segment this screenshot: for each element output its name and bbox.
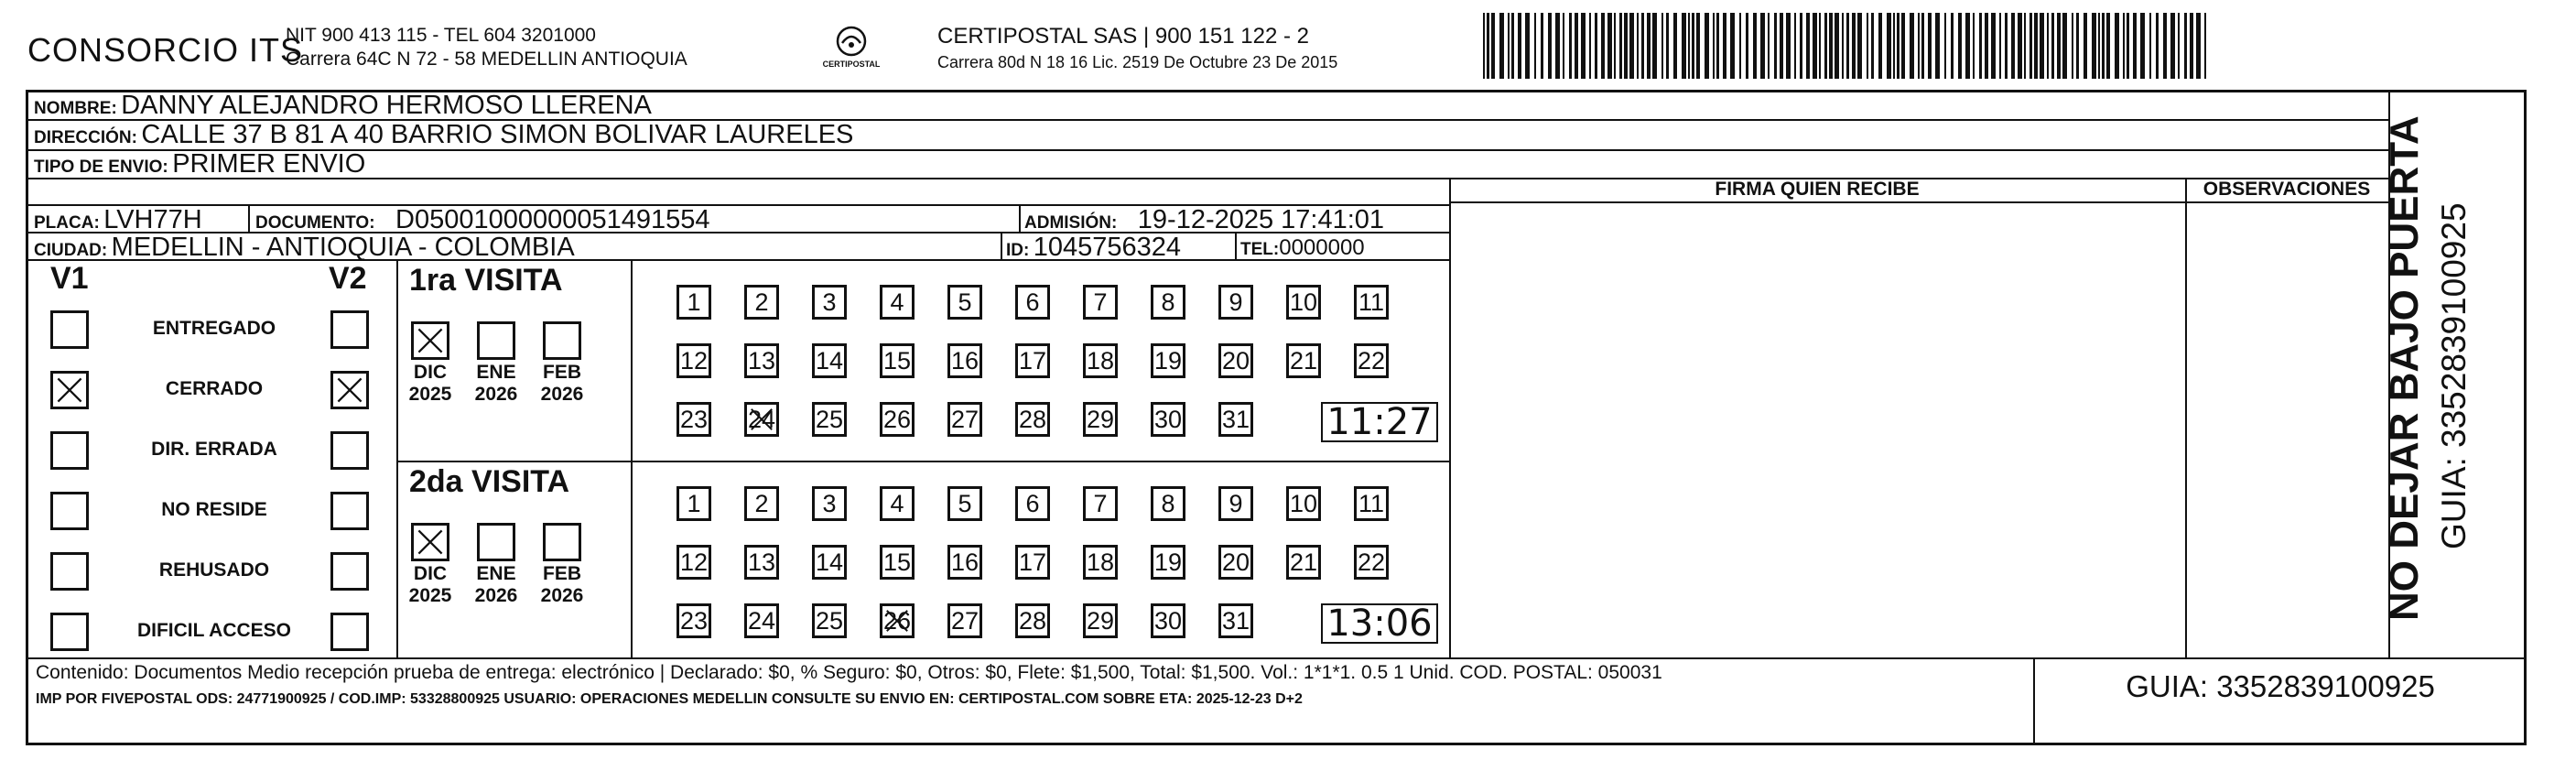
no-dejar-notice: NO DEJAR BAJO PUERTA bbox=[2382, 115, 2427, 621]
day-box[interactable] bbox=[812, 402, 847, 437]
day-box[interactable] bbox=[744, 402, 779, 437]
company-nit: NIT 900 413 115 - TEL 604 3201000 bbox=[286, 25, 596, 46]
day-number: 4 bbox=[890, 288, 904, 316]
day-box[interactable] bbox=[1015, 402, 1050, 437]
day-box[interactable] bbox=[1286, 285, 1321, 320]
id-row bbox=[1006, 233, 1181, 263]
day-box[interactable] bbox=[1218, 285, 1253, 320]
day-number: 19 bbox=[1153, 548, 1183, 576]
day-number: 12 bbox=[679, 548, 709, 576]
tel-row bbox=[1240, 235, 1365, 261]
month-checkbox[interactable] bbox=[477, 523, 515, 561]
day-number: 8 bbox=[1161, 288, 1175, 316]
day-box[interactable] bbox=[676, 343, 711, 378]
day-box[interactable] bbox=[1151, 343, 1185, 378]
side-guia: GUIA: 3352839100925 bbox=[2435, 202, 2473, 549]
month-label bbox=[405, 563, 456, 607]
day-box[interactable] bbox=[947, 545, 982, 580]
v1-checkbox[interactable] bbox=[50, 310, 89, 349]
recipient-name: DANNY ALEJANDRO HERMOSO LLERENA bbox=[121, 91, 652, 120]
day-number: 7 bbox=[1093, 490, 1108, 517]
shipment-type-label: TIPO DE ENVIO: bbox=[34, 157, 168, 177]
barcode bbox=[1483, 13, 2208, 79]
day-number: 14 bbox=[815, 347, 844, 375]
day-number: 6 bbox=[1025, 288, 1040, 316]
day-number: 22 bbox=[1357, 347, 1386, 375]
day-number: 10 bbox=[1289, 490, 1318, 517]
day-box[interactable] bbox=[1354, 545, 1389, 580]
month-year: 2026 bbox=[474, 585, 518, 606]
day-number: 9 bbox=[1228, 490, 1243, 517]
day-box[interactable] bbox=[947, 603, 982, 638]
day-box[interactable] bbox=[1218, 402, 1253, 437]
day-number: 11 bbox=[1358, 288, 1385, 316]
plate-row bbox=[34, 205, 202, 235]
certipostal-logo bbox=[806, 26, 897, 69]
day-box[interactable] bbox=[676, 285, 711, 320]
day-number: 31 bbox=[1221, 406, 1250, 433]
v1-checkbox[interactable] bbox=[50, 492, 89, 530]
day-box[interactable] bbox=[812, 486, 847, 521]
day-number: 26 bbox=[882, 406, 912, 433]
document-row bbox=[255, 205, 710, 235]
day-number: 16 bbox=[950, 548, 980, 576]
day-box[interactable] bbox=[1354, 486, 1389, 521]
day-box[interactable] bbox=[812, 545, 847, 580]
footer-guia: GUIA: 3352839100925 bbox=[2126, 669, 2435, 703]
month-name: ENE bbox=[476, 362, 516, 383]
day-box[interactable] bbox=[1083, 343, 1118, 378]
day-number: 20 bbox=[1221, 548, 1250, 576]
courier-address: Carrera 80d N 18 16 Lic. 2519 De Octubre 23 De 2015 bbox=[937, 53, 1338, 71]
day-box[interactable] bbox=[880, 545, 915, 580]
day-number: 29 bbox=[1086, 607, 1115, 635]
status-label: ENTREGADO bbox=[152, 318, 276, 339]
visit-time: 11:27 bbox=[1326, 401, 1433, 443]
day-box[interactable] bbox=[880, 603, 915, 638]
admission-label: ADMISIÓN: bbox=[1024, 213, 1118, 233]
day-box[interactable] bbox=[1015, 285, 1050, 320]
day-box[interactable] bbox=[880, 285, 915, 320]
day-box[interactable] bbox=[1354, 285, 1389, 320]
day-box[interactable] bbox=[1286, 343, 1321, 378]
address-row bbox=[34, 120, 853, 150]
city: MEDELLIN - ANTIOQUIA - COLOMBIA bbox=[111, 233, 575, 262]
v2-header: V2 bbox=[329, 261, 367, 296]
month-year: 2026 bbox=[474, 384, 518, 405]
day-box[interactable] bbox=[1354, 343, 1389, 378]
day-number: 9 bbox=[1228, 288, 1243, 316]
day-number: 24 bbox=[747, 406, 776, 433]
recipient-address: CALLE 37 B 81 A 40 BARRIO SIMON BOLIVAR LAURELES bbox=[141, 120, 854, 149]
day-number: 23 bbox=[679, 607, 709, 635]
month-name: DIC bbox=[413, 362, 448, 383]
month-checkbox[interactable] bbox=[543, 321, 581, 360]
day-box[interactable] bbox=[1151, 545, 1185, 580]
day-number: 2 bbox=[754, 288, 769, 316]
id-number: 1045756324 bbox=[1033, 233, 1182, 262]
day-number: 3 bbox=[822, 288, 837, 316]
day-box[interactable] bbox=[1083, 285, 1118, 320]
day-number: 7 bbox=[1093, 288, 1108, 316]
day-box[interactable] bbox=[812, 343, 847, 378]
day-box[interactable] bbox=[1083, 402, 1118, 437]
name-row bbox=[34, 91, 652, 121]
day-box[interactable] bbox=[1015, 343, 1050, 378]
month-checkbox[interactable] bbox=[411, 523, 449, 561]
day-number: 10 bbox=[1289, 288, 1318, 316]
month-year: 2026 bbox=[540, 585, 584, 606]
day-number: 18 bbox=[1086, 548, 1115, 576]
day-number: 19 bbox=[1153, 347, 1183, 375]
plate-label: PLACA: bbox=[34, 213, 100, 233]
day-number: 23 bbox=[679, 406, 709, 433]
courier-name: CERTIPOSTAL SAS | 900 151 122 - 2 bbox=[937, 24, 1309, 49]
address-label: DIRECCIÓN: bbox=[34, 128, 137, 147]
day-number: 30 bbox=[1153, 607, 1183, 635]
day-number: 17 bbox=[1018, 548, 1047, 576]
city-row bbox=[34, 233, 575, 263]
day-box[interactable] bbox=[947, 486, 982, 521]
day-box[interactable] bbox=[947, 285, 982, 320]
logo-text: CERTIPOSTAL bbox=[822, 60, 881, 69]
status-label: DIR. ERRADA bbox=[151, 439, 277, 460]
month-label bbox=[471, 563, 522, 607]
day-number: 31 bbox=[1221, 607, 1250, 635]
tel-label: TEL: bbox=[1240, 240, 1280, 259]
company-name: CONSORCIO ITS bbox=[27, 31, 304, 69]
month-year: 2026 bbox=[540, 384, 584, 405]
signature-area[interactable] bbox=[1451, 203, 2183, 656]
day-number: 28 bbox=[1018, 406, 1047, 433]
admission-row bbox=[1024, 205, 1384, 235]
day-box[interactable] bbox=[1286, 486, 1321, 521]
v2-checkbox[interactable] bbox=[330, 492, 369, 530]
shipment-type-row bbox=[34, 149, 365, 179]
day-box[interactable] bbox=[744, 486, 779, 521]
day-number: 15 bbox=[882, 347, 912, 375]
day-box[interactable] bbox=[1151, 402, 1185, 437]
month-year: 2025 bbox=[408, 384, 452, 405]
day-box[interactable] bbox=[744, 603, 779, 638]
day-box[interactable] bbox=[744, 285, 779, 320]
day-number: 8 bbox=[1161, 490, 1175, 517]
day-number: 22 bbox=[1357, 548, 1386, 576]
day-number: 11 bbox=[1358, 490, 1385, 517]
visit-title: 2da VISITA bbox=[409, 464, 570, 499]
day-box[interactable] bbox=[1218, 545, 1253, 580]
day-number: 15 bbox=[882, 548, 912, 576]
day-box[interactable] bbox=[1083, 545, 1118, 580]
visit-time-box[interactable] bbox=[1321, 603, 1438, 644]
v1-checkbox[interactable] bbox=[50, 552, 89, 591]
day-number: 16 bbox=[950, 347, 980, 375]
company-address: Carrera 64C N 72 - 58 MEDELLIN ANTIOQUIA bbox=[286, 49, 687, 70]
status-label: CERRADO bbox=[165, 378, 264, 399]
name-label: NOMBRE: bbox=[34, 99, 117, 118]
month-name: DIC bbox=[413, 563, 448, 584]
month-name: FEB bbox=[543, 362, 581, 383]
day-box[interactable] bbox=[812, 603, 847, 638]
month-name: FEB bbox=[543, 563, 581, 584]
day-box[interactable] bbox=[1083, 603, 1118, 638]
day-number: 12 bbox=[679, 347, 709, 375]
status-label: REHUSADO bbox=[158, 559, 270, 581]
day-number: 28 bbox=[1018, 607, 1047, 635]
day-box[interactable] bbox=[880, 343, 915, 378]
day-number: 1 bbox=[687, 490, 701, 517]
plate: LVH77H bbox=[103, 205, 202, 234]
day-box[interactable] bbox=[880, 486, 915, 521]
day-box[interactable] bbox=[880, 402, 915, 437]
visit-time-box[interactable] bbox=[1321, 402, 1438, 442]
visit-title: 1ra VISITA bbox=[409, 263, 563, 298]
day-box[interactable] bbox=[1015, 486, 1050, 521]
day-number: 30 bbox=[1153, 406, 1183, 433]
v2-checkbox[interactable] bbox=[330, 310, 369, 349]
day-box[interactable] bbox=[1151, 603, 1185, 638]
month-checkbox[interactable] bbox=[477, 321, 515, 360]
shipment-type: PRIMER ENVIO bbox=[172, 149, 366, 179]
v1-checkbox[interactable] bbox=[50, 371, 89, 409]
day-number: 27 bbox=[950, 406, 980, 433]
signature-header: FIRMA QUIEN RECIBE bbox=[1715, 179, 1920, 200]
v2-checkbox[interactable] bbox=[330, 371, 369, 409]
day-number: 17 bbox=[1018, 347, 1047, 375]
month-label bbox=[536, 563, 588, 607]
month-name: ENE bbox=[476, 563, 516, 584]
day-number: 14 bbox=[815, 548, 844, 576]
v1-checkbox[interactable] bbox=[50, 431, 89, 470]
day-number: 2 bbox=[754, 490, 769, 517]
day-box[interactable] bbox=[1151, 285, 1185, 320]
id-label: ID: bbox=[1006, 241, 1030, 260]
courier-info bbox=[937, 24, 1337, 72]
day-box[interactable] bbox=[1218, 343, 1253, 378]
imp-line: IMP POR FIVEPOSTAL ODS: 24771900925 / COD.IMP: 53328800925 USUARIO: OPERACIONES MEDELLIN CONSULTE SU ENVIO EN: CERTIPOSTAL.COM SOBRE ETA: 2025-12-23 D+2 bbox=[36, 691, 1303, 707]
day-box[interactable] bbox=[744, 545, 779, 580]
day-box[interactable] bbox=[1218, 486, 1253, 521]
v2-checkbox[interactable] bbox=[330, 552, 369, 591]
day-number: 6 bbox=[1025, 490, 1040, 517]
admission-date: 19-12-2025 17:41:01 bbox=[1137, 205, 1385, 234]
day-box[interactable] bbox=[947, 402, 982, 437]
day-number: 18 bbox=[1086, 347, 1115, 375]
observations-header: OBSERVACIONES bbox=[2203, 179, 2371, 200]
visit-time: 13:06 bbox=[1326, 603, 1433, 645]
document-label: DOCUMENTO: bbox=[255, 213, 375, 233]
month-checkbox[interactable] bbox=[543, 523, 581, 561]
document-number: D05001000000051491554 bbox=[395, 205, 710, 234]
tel-number: 0000000 bbox=[1279, 235, 1365, 260]
company-info bbox=[286, 24, 687, 71]
day-box[interactable] bbox=[1083, 486, 1118, 521]
day-number: 4 bbox=[890, 490, 904, 517]
day-box[interactable] bbox=[1151, 486, 1185, 521]
day-number: 1 bbox=[687, 288, 701, 316]
day-number: 24 bbox=[747, 607, 776, 635]
day-number: 20 bbox=[1221, 347, 1250, 375]
day-box[interactable] bbox=[744, 343, 779, 378]
content-summary: Contenido: Documentos Medio recepción prueba de entrega: electrónico | Declarado: $0, % Seguro: $0, Otros: $0, Flete: $1,500, Total: $1,500. Vol.: 1*1*1. 0.5 1 Unid. COD. POSTAL: 050031 bbox=[36, 662, 1662, 683]
day-number: 5 bbox=[958, 490, 972, 517]
delivery-card bbox=[26, 90, 2527, 745]
day-number: 27 bbox=[950, 607, 980, 635]
status-label: NO RESIDE bbox=[161, 499, 267, 520]
day-number: 13 bbox=[747, 347, 776, 375]
day-box[interactable] bbox=[1218, 603, 1253, 638]
day-number: 25 bbox=[815, 607, 844, 635]
day-number: 13 bbox=[747, 548, 776, 576]
v2-checkbox[interactable] bbox=[330, 431, 369, 470]
day-box[interactable] bbox=[676, 402, 711, 437]
day-box[interactable] bbox=[676, 603, 711, 638]
month-checkbox[interactable] bbox=[411, 321, 449, 360]
day-box[interactable] bbox=[1286, 545, 1321, 580]
day-box[interactable] bbox=[812, 285, 847, 320]
day-number: 21 bbox=[1289, 548, 1318, 576]
day-number: 25 bbox=[815, 406, 844, 433]
city-label: CIUDAD: bbox=[34, 241, 108, 260]
month-year: 2025 bbox=[408, 585, 452, 606]
month-label bbox=[536, 362, 588, 406]
day-number: 3 bbox=[822, 490, 837, 517]
day-number: 5 bbox=[958, 288, 972, 316]
v2-checkbox[interactable] bbox=[330, 613, 369, 651]
day-box[interactable] bbox=[947, 343, 982, 378]
v1-header: V1 bbox=[50, 261, 89, 296]
day-number: 29 bbox=[1086, 406, 1115, 433]
v1-checkbox[interactable] bbox=[50, 613, 89, 651]
observations-area[interactable] bbox=[2187, 203, 2387, 656]
month-label bbox=[405, 362, 456, 406]
status-label: DIFICIL ACCESO bbox=[136, 620, 291, 641]
day-box[interactable] bbox=[676, 486, 711, 521]
day-box[interactable] bbox=[1015, 603, 1050, 638]
day-number: 21 bbox=[1289, 347, 1318, 375]
month-label bbox=[471, 362, 522, 406]
day-number: 26 bbox=[882, 607, 912, 635]
day-box[interactable] bbox=[676, 545, 711, 580]
day-box[interactable] bbox=[1015, 545, 1050, 580]
